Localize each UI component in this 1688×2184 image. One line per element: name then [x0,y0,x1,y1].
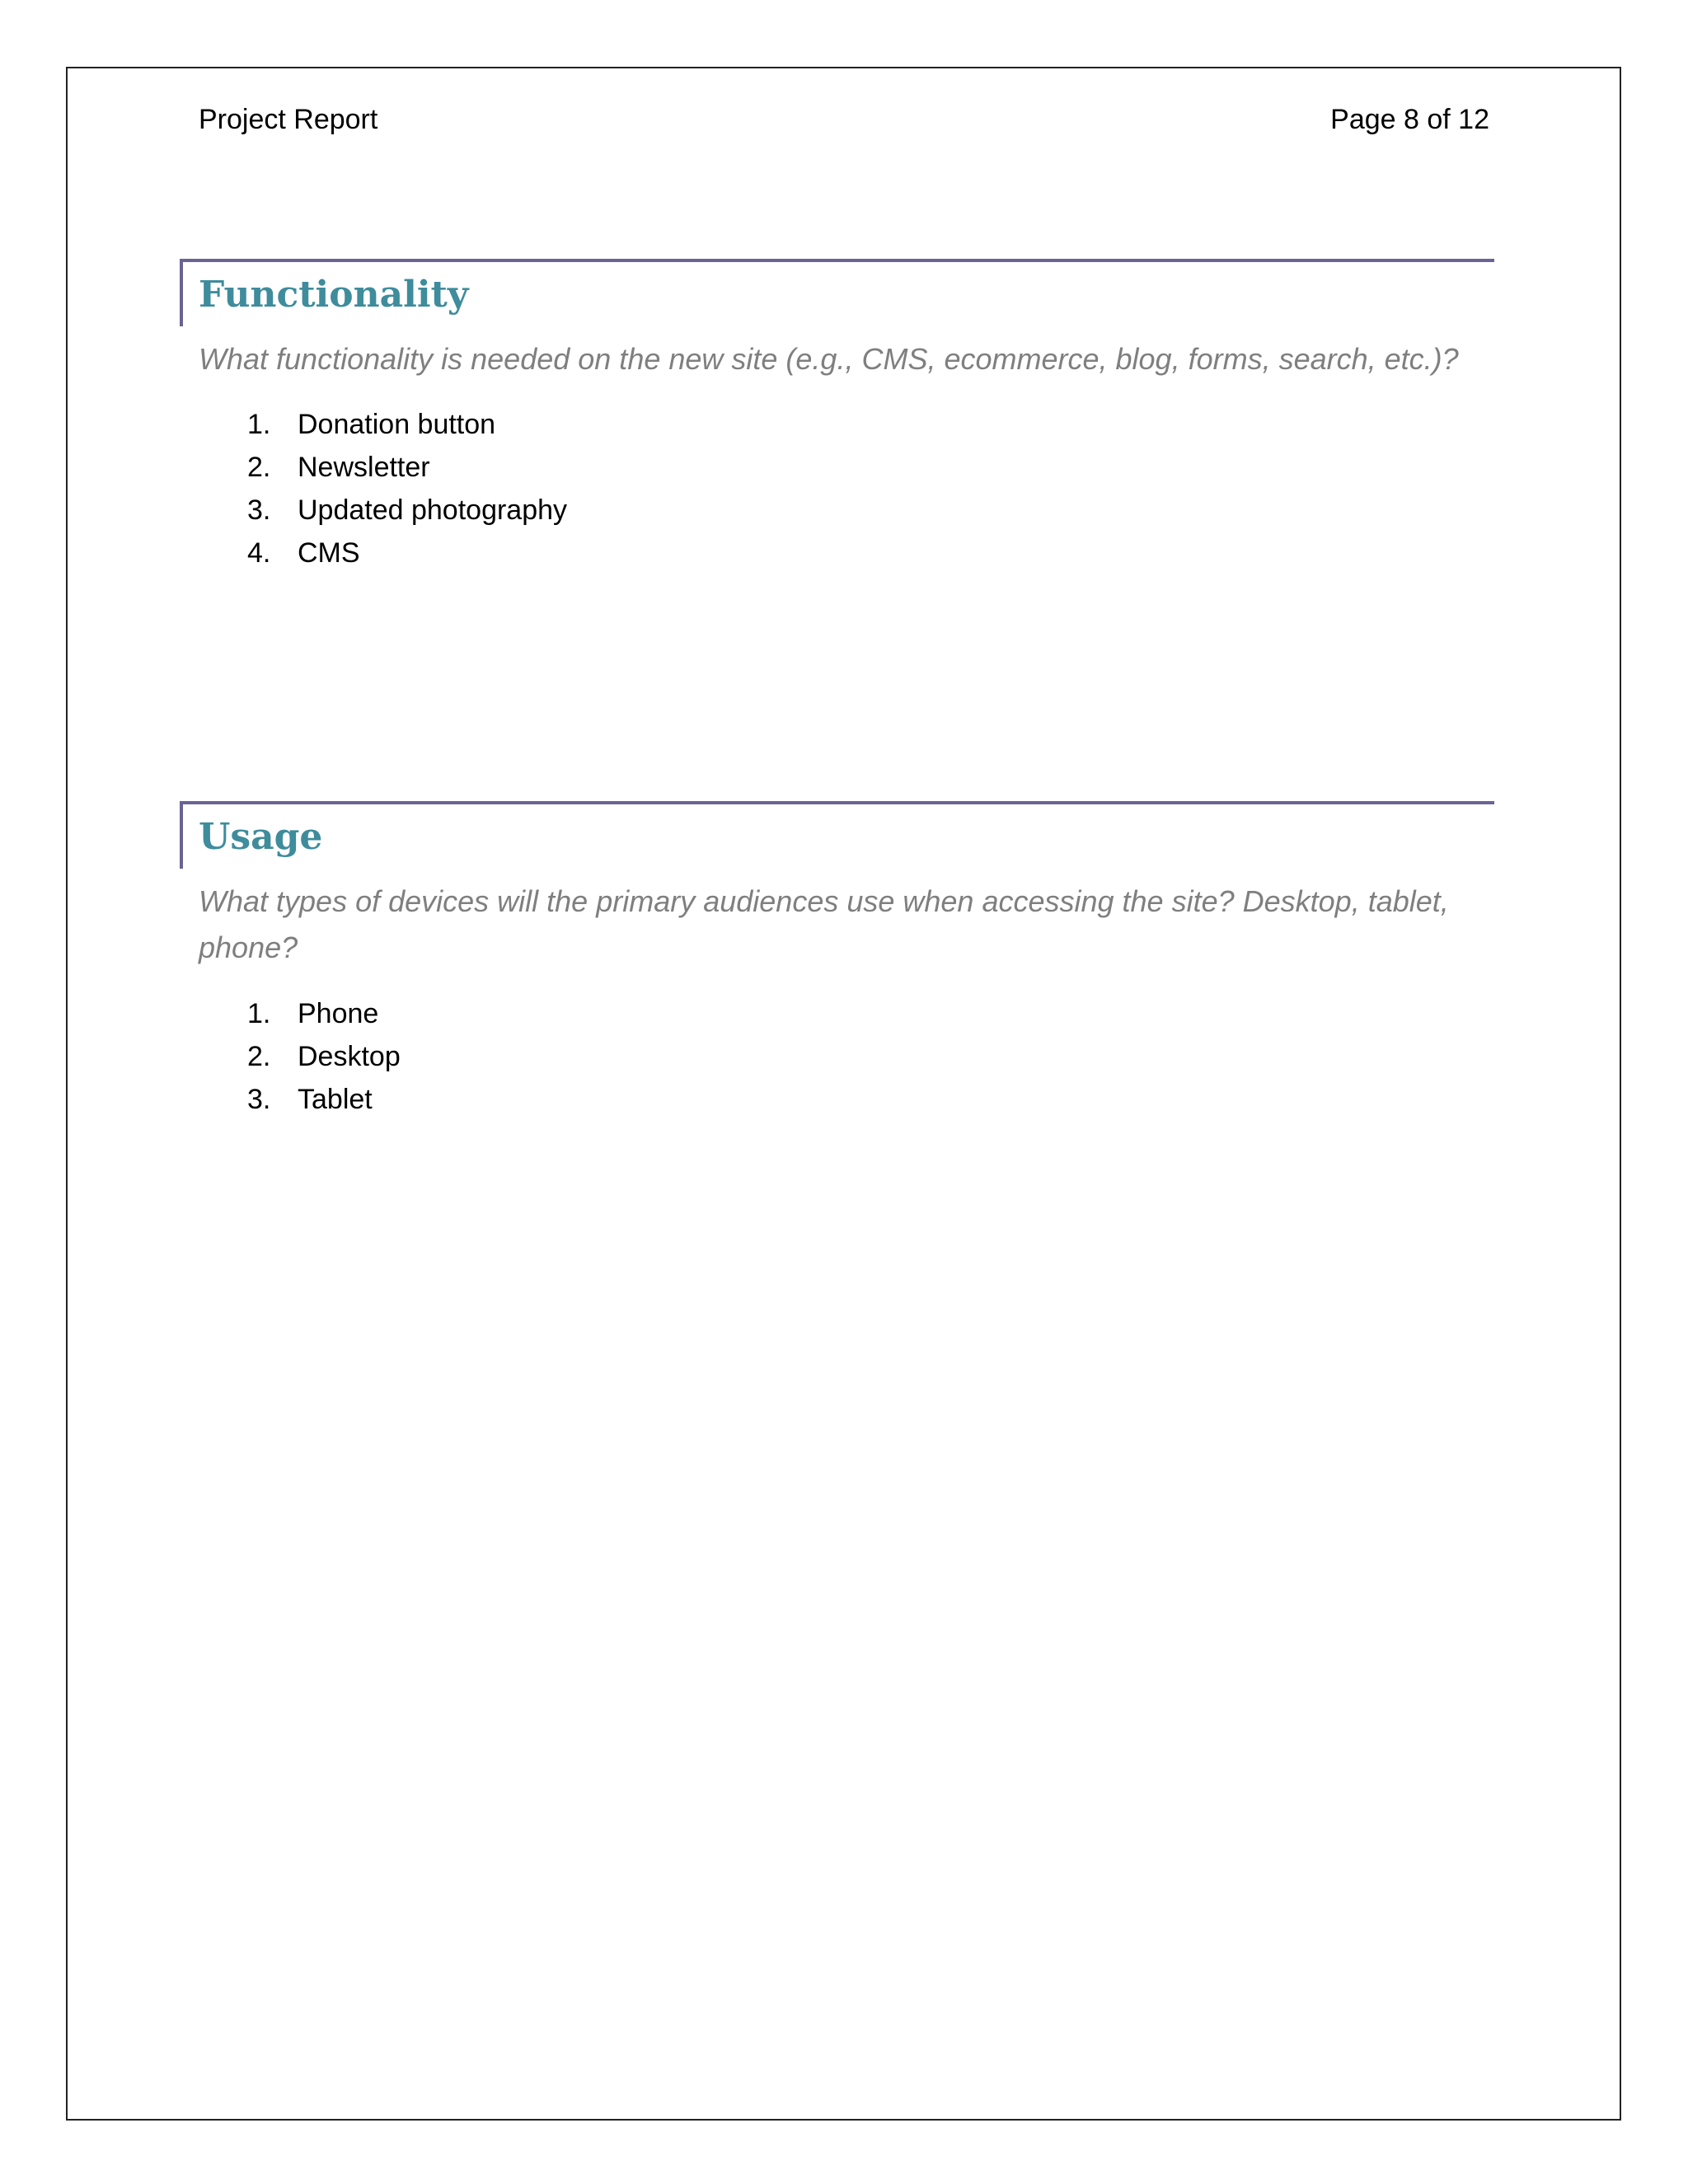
section-heading: Functionality [199,274,469,316]
list-label: Phone [298,998,379,1029]
list-number: 3. [247,1084,271,1115]
list-label: Desktop [298,1041,401,1072]
list-label: CMS [298,537,360,569]
list-number: 3. [247,494,271,526]
section-question: What functionality is needed on the new site (e.g., CMS, ecommerce, blog, forms, search, etc.)? [199,342,1459,376]
page-number: Page 8 of 12 [1330,104,1489,135]
section-usage [180,801,1494,1147]
list-label: Newsletter [298,452,430,483]
section-heading: Usage [199,816,323,858]
section-question: What types of devices will the primary audiences use when accessing the site? Desktop, tablet, phone? [199,884,1449,964]
list-number: 2. [247,1041,271,1072]
list-number: 1. [247,998,271,1029]
list-label: Donation button [298,409,496,440]
list-label: Tablet [298,1084,373,1115]
list-label: Updated photography [298,494,568,526]
section-rule [180,801,1494,869]
header-title: Project Report [199,104,378,135]
section-functionality [180,259,1494,588]
list-number: 2. [247,452,271,483]
list-number: 1. [247,409,271,440]
list-number: 4. [247,537,271,569]
